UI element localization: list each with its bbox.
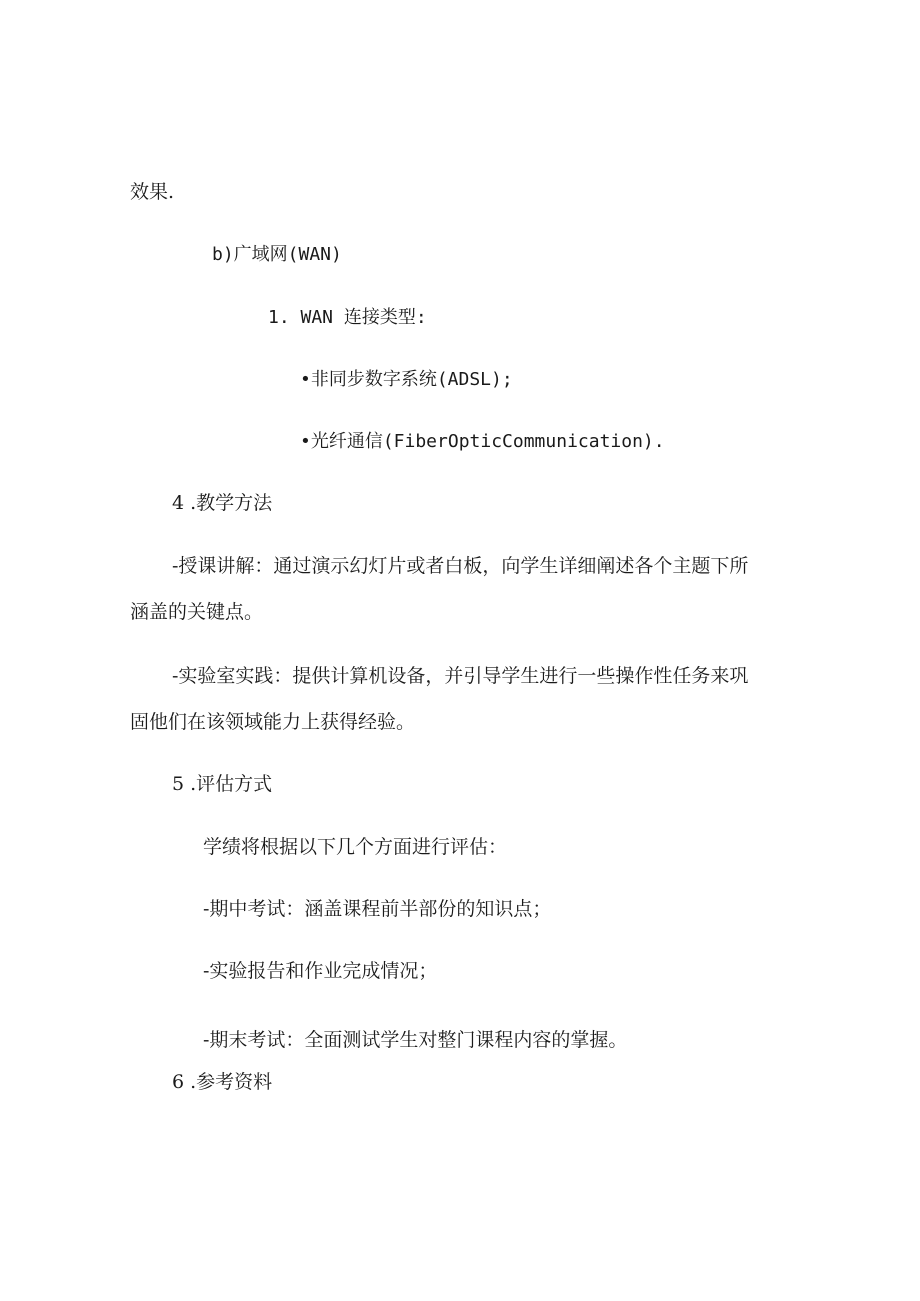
section4-heading: 4 .教学方法 bbox=[172, 492, 273, 514]
section4-lab-line2: 固他们在该领域能力上获得经验。 bbox=[130, 711, 416, 733]
section5-item-lab-report: -实验报告和作业完成情况； bbox=[203, 960, 438, 982]
section5-intro: 学绩将根据以下几个方面进行评估： bbox=[203, 836, 508, 858]
section5-item-midterm: -期中考试：涵盖课程前半部份的知识点； bbox=[203, 898, 552, 920]
section4-lecture-line2: 涵盖的关键点。 bbox=[130, 601, 264, 623]
wan-connection-types-heading: 1. WAN 连接类型: bbox=[268, 307, 427, 328]
section6-heading: 6 .参考资料 bbox=[172, 1071, 273, 1093]
wan-heading: b)广域网(WAN) bbox=[212, 244, 342, 265]
section4-lecture-line1: -授课讲解：通过演示幻灯片或者白板，向学生详细阐述各个主题下所 bbox=[172, 555, 749, 577]
section4-lab-line1: -实验室实践：提供计算机设备，并引导学生进行一些操作性任务来巩 bbox=[172, 665, 749, 687]
carryover-text: 效果. bbox=[130, 181, 175, 203]
wan-bullet-fiber: •光纤通信(FiberOpticCommunication). bbox=[300, 431, 665, 452]
section5-heading: 5 .评估方式 bbox=[172, 773, 273, 795]
section5-item-final: -期末考试：全面测试学生对整门课程内容的掌握。 bbox=[203, 1029, 628, 1051]
wan-bullet-adsl: •非同步数字系统(ADSL); bbox=[300, 369, 513, 390]
